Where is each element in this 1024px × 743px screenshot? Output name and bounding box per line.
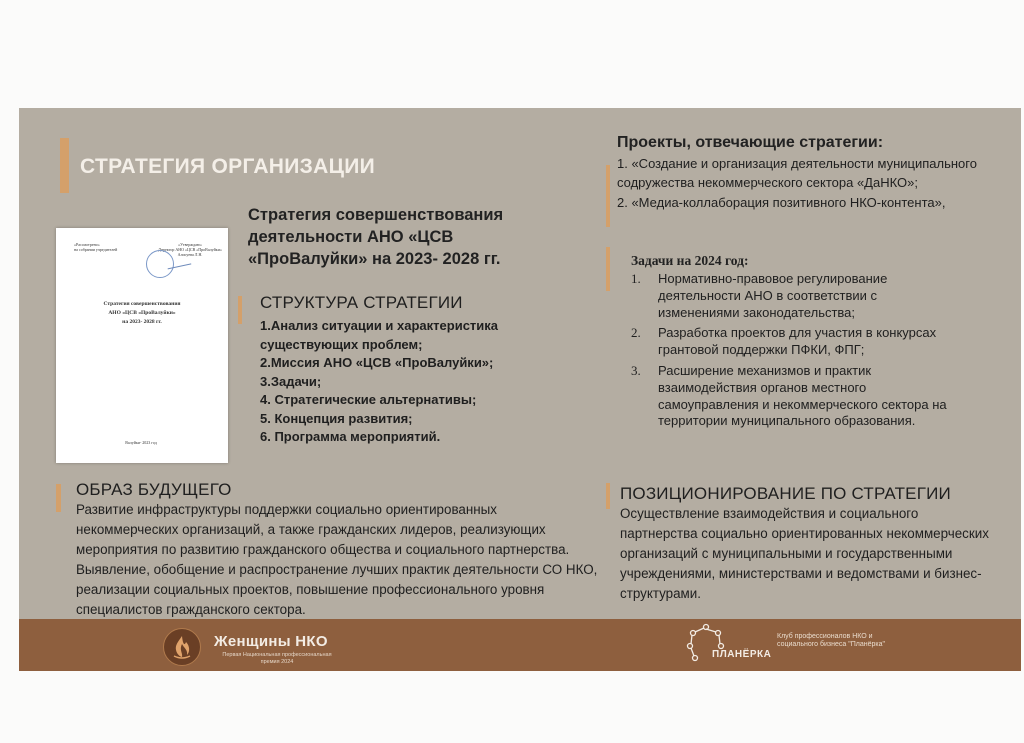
structure-item: 1.Анализ ситуации и характеристика существующих проблем;	[260, 318, 499, 352]
doc-footer: Валуйки- 2023 год	[125, 440, 157, 445]
positioning-title: ПОЗИЦИОНИРОВАНИЕ ПО СТРАТЕГИИ	[620, 484, 951, 503]
brand-subtitle: Первая Национальная профессиональная премия 2024	[222, 652, 332, 665]
club-text: Клуб профессионалов НКО и социального бизнеса "Планёрка"	[777, 633, 885, 648]
strategy-heading	[248, 204, 548, 270]
strategy-document-thumbnail[interactable]	[56, 228, 228, 463]
task-item	[631, 363, 961, 430]
task-number: 1.	[631, 271, 641, 286]
doc-title: Стратегия совершенствования АНО «ЦСВ «ПроВалуйки» на 2023- 2028 гг.	[103, 301, 181, 325]
planerka-name: ПЛАНЁРКА	[712, 649, 772, 660]
projects-accent-bar	[606, 165, 610, 227]
future-image-title: ОБРАЗ БУДУЩЕГО	[76, 480, 232, 499]
projects-list	[617, 155, 1012, 213]
task-text: Расширение механизмов и практик взаимодействия органов местного самоуправления и некоммерческого сектора на территории муниципального образования.	[658, 362, 947, 429]
task-text: Нормативно-правовое регулирование деятельности АНО в соответствии с изменениями законодательства;	[658, 271, 888, 320]
task-item	[631, 271, 961, 321]
project-item: 1. «Создание и организация деятельности муниципального содружества некоммерческого сектора «ДаНКО»;	[617, 156, 977, 190]
structure-item: 5. Концепция развития;	[260, 410, 413, 426]
structure-list	[260, 317, 530, 447]
strategy-heading-text: Стратегия совершенствования деятельности АНО «ЦСВ «ПроВалуйки» на 2023- 2028 гг.	[248, 206, 504, 268]
doc-left-note: «Рассмотрено» на собрании учредителей	[74, 242, 118, 252]
project-item: 2. «Медиа-коллаборация позитивного НКО-контента»,	[617, 195, 946, 210]
projects-title: Проекты, отвечающие стратегии:	[617, 134, 884, 151]
structure-accent-bar	[238, 296, 242, 324]
title-accent-bar	[60, 138, 69, 193]
doc-right-note: «Утверждаю» Директор АНО «ЦСВ «ПроВалуйки» Алисуева Л.Н.	[158, 242, 222, 257]
main-title: СТРАТЕГИЯ ОРГАНИЗАЦИИ	[80, 155, 376, 178]
task-number: 2.	[631, 325, 641, 341]
task-item	[631, 325, 961, 359]
tasks-accent-bar	[606, 247, 610, 291]
signature-icon	[165, 250, 192, 270]
task-number: 3.	[631, 362, 641, 378]
planerka-network-icon	[685, 621, 727, 667]
structure-item: 2.Миссия АНО «ЦСВ «ПроВалуйки»;	[260, 355, 494, 370]
future-accent-bar	[56, 484, 61, 512]
structure-item: 3.Задачи;	[260, 373, 322, 389]
structure-item: 4. Стратегические альтернативы;	[260, 392, 477, 407]
tasks-title: Задачи на 2024 год:	[631, 253, 749, 268]
positioning-text: Осуществление взаимодействия и социального партнерства социально ориентированных некоммерческих организаций с муниципальными и государственными учреждениями, министерствами и ведомствами и бизнес-структурами.	[620, 506, 989, 601]
structure-title: СТРУКТУРА СТРАТЕГИИ	[260, 293, 463, 312]
future-image-text: Развитие инфраструктуры поддержки социально ориентированных некоммерческих организаций, а также гражданских лидеров, реализующих мероприятия по развитию гражданского общества и социального партнерства. Выявление, обобщение и распространение лучших практик деятельности СО НКО, реализации социальных проектов, повышение профессионального уровня специалистов гражданского сектора.	[76, 502, 598, 617]
task-text: Разработка проектов для участия в конкурсах грантовой поддержки ПФКИ, ФПГ;	[658, 325, 937, 358]
brand-name: Женщины НКО	[214, 633, 328, 650]
tasks-list	[631, 271, 961, 434]
structure-item: 6. Программа мероприятий.	[260, 429, 441, 444]
positioning-accent-bar	[606, 483, 610, 509]
flame-logo-icon	[163, 628, 201, 666]
